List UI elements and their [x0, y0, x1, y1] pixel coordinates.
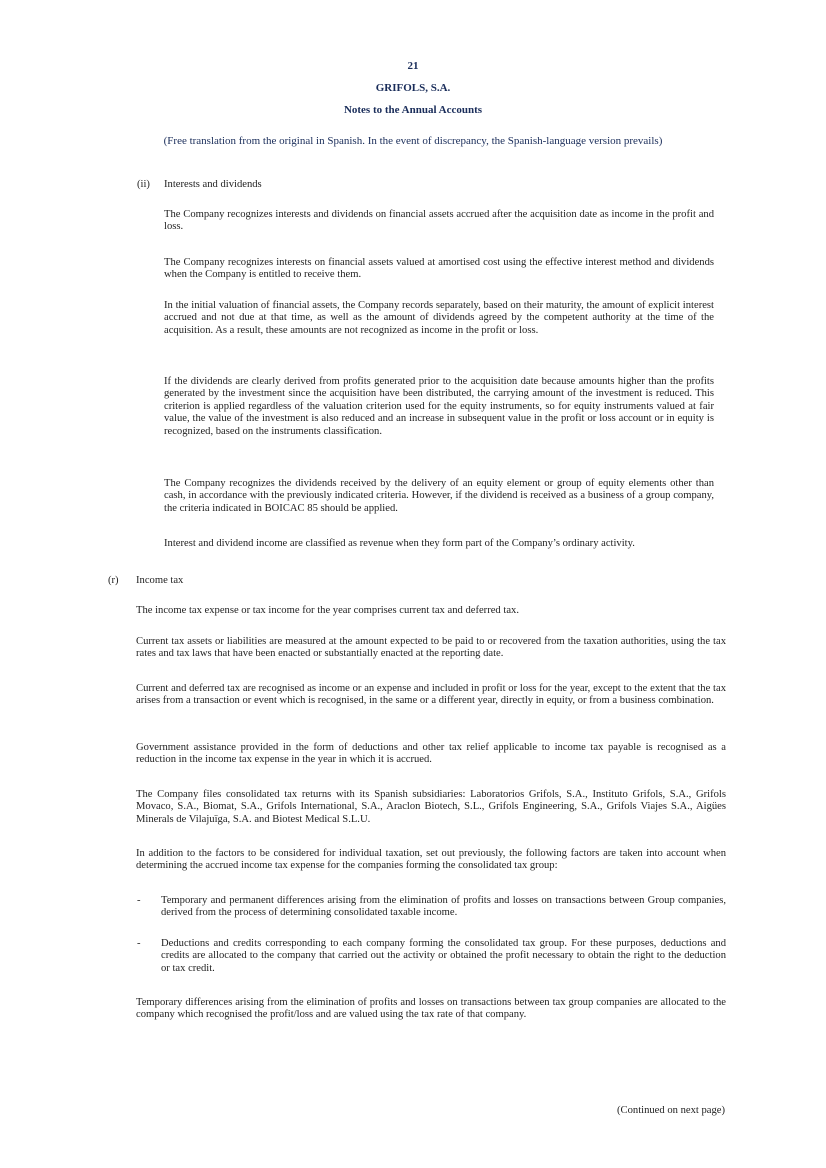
translation-note: (Free translation from the original in Spanish. In the event of discrepancy, the Spanish-language version prevails) — [163, 135, 663, 147]
page-subtitle: Notes to the Annual Accounts — [343, 104, 483, 116]
paragraph: The income tax expense or tax income for the year comprises current tax and deferred tax. — [136, 605, 519, 616]
paragraph: If the dividends are clearly derived from profits generated prior to the acquisition date because amounts higher than the profits generated by the investment since the acquisition have been distributed, the carrying amount of the investment is reduced. This criterion is applied regardless of the valuation criterion used for the equity instruments, so for equity instruments valued at fair value, the value of the investment is also reduced and an increase in subsequent value in the profit or loss account or in equity is recognized, based on the instruments classification. — [164, 376, 714, 437]
bullet-marker: - — [137, 938, 141, 949]
paragraph: Temporary differences arising from the elimination of profits and losses on transactions between tax group companies are allocated to the company which recognised the profit/loss and are valued using the tax rate of that company. — [136, 997, 726, 1021]
paragraph: Government assistance provided in the form of deductions and other tax relief applicable to income tax payable is recognised as a reduction in the income tax expense in the year in which it is accrued. — [136, 742, 726, 766]
section-ii-heading: Interests and dividends — [164, 179, 262, 190]
bullet-marker: - — [137, 895, 141, 906]
paragraph: Current tax assets or liabilities are measured at the amount expected to be paid to or recovered from the taxation authorities, using the tax rates and tax laws that have been enacted or substantially enacted at the reporting date. — [136, 636, 726, 660]
bullet-text: Deductions and credits corresponding to each company forming the consolidated tax group. For these purposes, deductions and credits are allocated to the company that carried out the activity or obtained the profit necessary to obtain the right to the deduction or tax credit. — [161, 938, 726, 974]
section-ii-marker: (ii) — [137, 179, 150, 190]
paragraph: Current and deferred tax are recognised as income or an expense and included in profit or loss for the year, except to the extent that the tax arises from a transaction or event which is recognised, in the same or a different year, directly in equity, or from a business combination. — [136, 683, 726, 707]
paragraph: The Company recognizes interests and dividends on financial assets accrued after the acquisition date as income in the profit and loss. — [164, 209, 714, 233]
page-number: 21 — [407, 60, 419, 72]
paragraph: In addition to the factors to be considered for individual taxation, set out previously, the following factors are taken into account when determining the accrued income tax expense for the companies forming the consolidated tax group: — [136, 848, 726, 872]
paragraph: Interest and dividend income are classified as revenue when they form part of the Company’s ordinary activity. — [164, 538, 635, 549]
bullet-text: Temporary and permanent differences arising from the elimination of profits and losses on transactions between Group companies, derived from the process of determining consolidated taxable income. — [161, 895, 726, 919]
paragraph: The Company recognizes the dividends received by the delivery of an equity element or group of equity elements other than cash, in accordance with the previously indicated criteria. However, if the dividend is received as a business of a group company, the criteria indicated in BOICAC 85 should be applied. — [164, 478, 714, 514]
section-r-heading: Income tax — [136, 575, 184, 586]
section-r-marker: (r) — [108, 575, 119, 586]
company-name: GRIFOLS, S.A. — [375, 82, 451, 94]
continued-note: (Continued on next page) — [617, 1105, 725, 1116]
paragraph: The Company recognizes interests on financial assets valued at amortised cost using the effective interest method and dividends when the Company is entitled to receive them. — [164, 257, 714, 281]
paragraph: The Company files consolidated tax returns with its Spanish subsidiaries: Laboratorios Grifols, S.A., Instituto Grifols, S.A., Grifols Movaco, S.A., Biomat, S.A., Grifols International, S.A., Araclon Biotech, S.L., Grifols Engineering, S.A., Grifols Viajes S.A., Aigües Minerals de Vilajuïga, S.A. and Biotest Medical S.L.U. — [136, 789, 726, 825]
paragraph: In the initial valuation of financial assets, the Company records separately, based on their maturity, the amount of explicit interest accrued and not due at that time, as well as the amount of dividends agreed by the competent authority at the time of the acquisition. As a result, these amounts are not recognized as income in the profit or loss. — [164, 300, 714, 336]
